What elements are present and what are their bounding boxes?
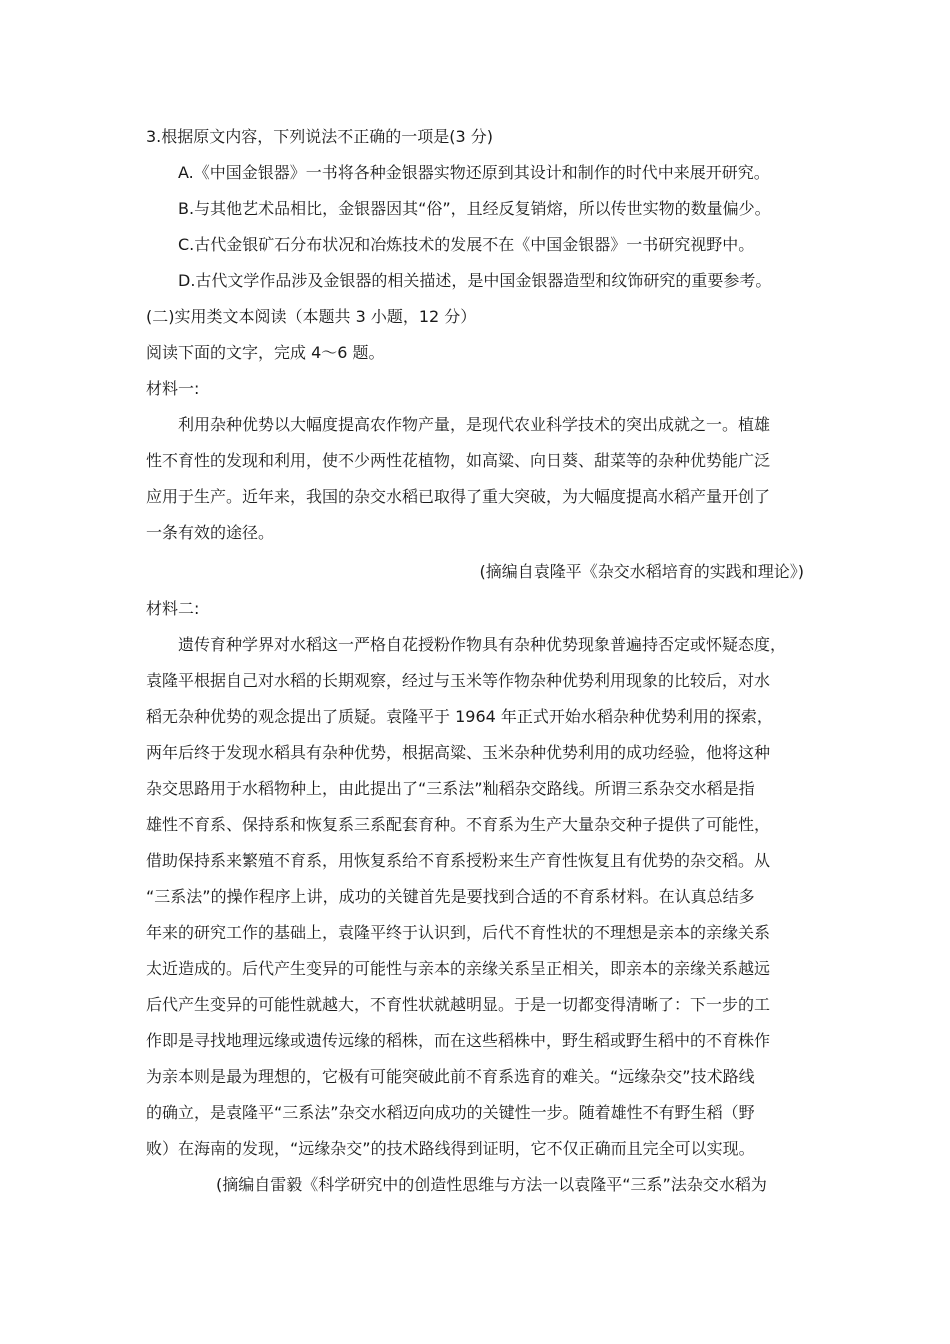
material-2-line: 杂交思路用于水稻物种上，由此提出了“三系法”籼稻杂交路线。所谓三系杂交水稻是指 — [146, 779, 755, 798]
material-2-line: 后代产生变异的可能性就越大，不育性状就越明显。于是一切都变得清晰了：下一步的工 — [146, 995, 771, 1014]
material-2-line: “三系法”的操作程序上讲，成功的关键首先是要找到合适的不育系材料。在认真总结多 — [146, 887, 755, 906]
material-2-line: 袁隆平根据自己对水稻的长期观察，经过与玉米等作物杂种优势利用现象的比较后，对水 — [146, 671, 771, 690]
material-2-line: 年来的研究工作的基础上，袁隆平终于认识到，后代不育性状的不理想是亲本的亲缘关系 — [146, 923, 771, 942]
material-1-line: 性不育性的发现和利用，使不少两性花植物，如高粱、向日葵、甜菜等的杂种优势能广泛 — [146, 451, 771, 470]
question-3-option-a: A.《中国金银器》一书将各种金银器实物还原到其设计和制作的时代中来展开研究。 — [178, 163, 770, 182]
question-3-option-c: C.古代金银矿石分布状况和冶炼技术的发展不在《中国金银器》一书研究视野中。 — [178, 235, 755, 254]
section-instruction: 阅读下面的文字，完成 4～6 题。 — [146, 343, 385, 362]
material-1-label: 材料一: — [146, 379, 200, 398]
material-2-source: (摘编自雷毅《科学研究中的创造性思维与方法一以袁隆平“三系”法杂交水稻为 — [216, 1175, 767, 1194]
material-2-label: 材料二: — [146, 599, 200, 618]
material-2-line: 太近造成的。后代产生变异的可能性与亲本的亲缘关系呈正相关，即亲本的亲缘关系越远 — [146, 959, 771, 978]
question-3-stem: 3.根据原文内容，下列说法不正确的一项是(3 分) — [146, 127, 494, 146]
material-2-line: 稻无杂种优势的观念提出了质疑。袁隆平于 1964 年正式开始水稻杂种优势利用的探索， — [146, 707, 773, 726]
section-heading: (二)实用类文本阅读（本题共 3 小题，12 分） — [146, 307, 477, 326]
material-2-line: 的确立，是袁隆平“三系法”杂交水稻迈向成功的关键性一步。随着雄性不有野生稻（野 — [146, 1103, 755, 1122]
material-2-line: 败）在海南的发现，“远缘杂交”的技术路线得到证明，它不仅正确而且完全可以实现。 — [146, 1139, 755, 1158]
material-2-line: 两年后终于发现水稻具有杂种优势，根据高粱、玉米杂种优势利用的成功经验，他将这种 — [146, 743, 771, 762]
question-3-option-b: B.与其他艺术品相比，金银器因其“俗”，且经反复销熔，所以传世实物的数量偏少。 — [178, 199, 771, 218]
material-2-line: 为亲本则是最为理想的，它极有可能突破此前不育系选育的难关。“远缘杂交”技术路线 — [146, 1067, 755, 1086]
material-2-line: 作即是寻找地理远缘或遗传远缘的稻株，而在这些稻株中，野生稻或野生稻中的不育株作 — [146, 1031, 771, 1050]
material-1-source: (摘编自袁隆平《杂交水稻培育的实践和理论》) — [479, 562, 804, 581]
material-1-line: 应用于生产。近年来，我国的杂交水稻已取得了重大突破，为大幅度提高水稻产量开创了 — [146, 487, 771, 506]
material-1-line: 一条有效的途径。 — [146, 523, 275, 542]
material-2-line: 雄性不育系、保持系和恢复系三系配套育种。不育系为生产大量杂交种子提供了可能性， — [146, 815, 771, 834]
question-3-option-d: D.古代文学作品涉及金银器的相关描述，是中国金银器造型和纹饰研究的重要参考。 — [178, 271, 772, 290]
material-2-line: 遗传育种学界对水稻这一严格自花授粉作物具有杂种优势现象普遍持否定或怀疑态度， — [178, 635, 787, 654]
material-1-line: 利用杂种优势以大幅度提高农作物产量，是现代农业科学技术的突出成就之一。植雄 — [178, 415, 771, 434]
material-2-line: 借助保持系来繁殖不育系，用恢复系给不育系授粉来生产育性恢复且有优势的杂交稻。从 — [146, 851, 771, 870]
